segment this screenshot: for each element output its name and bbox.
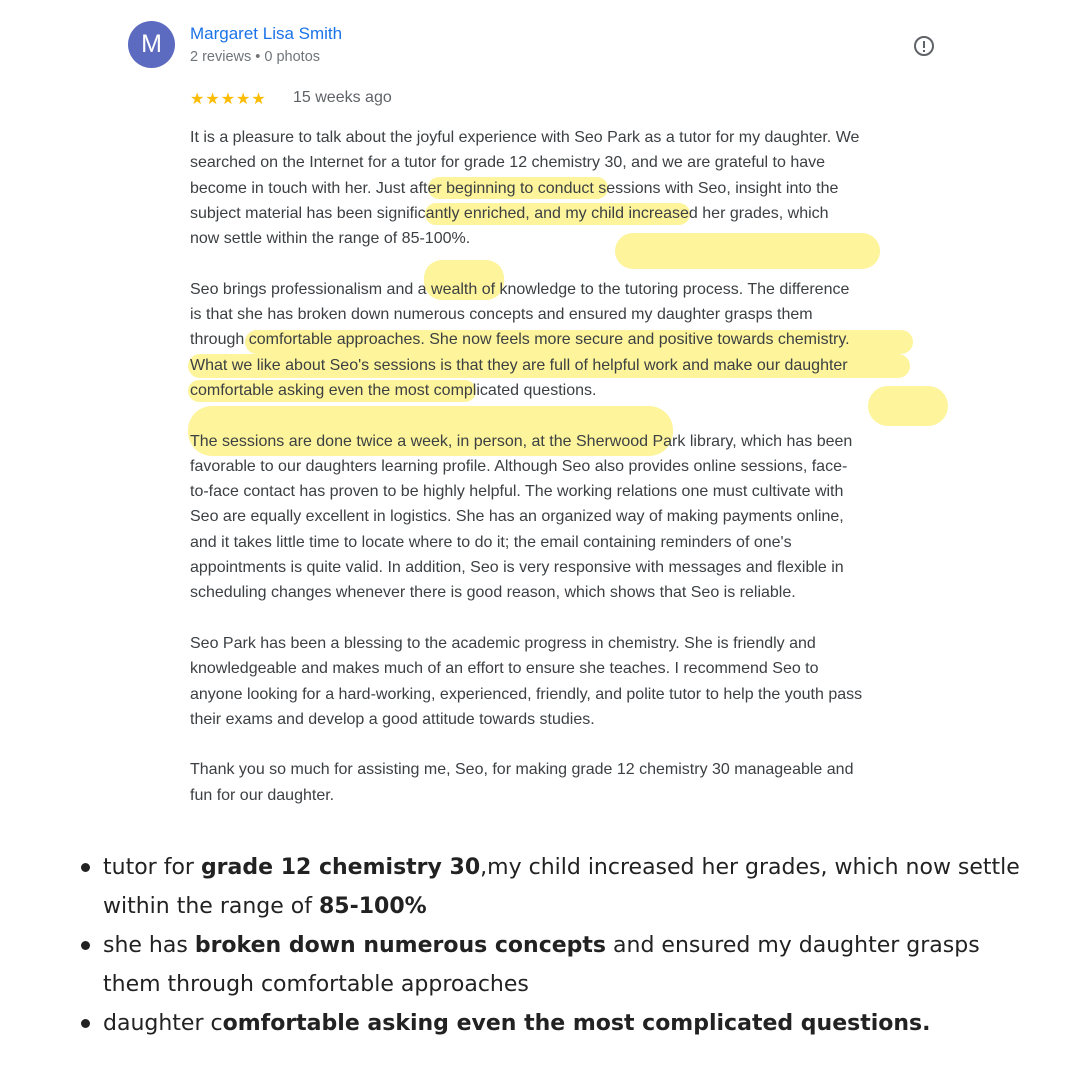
review-line: Thank you so much for assisting me, Seo, for making grade 12 chemistry 30 manageable and — [190, 761, 854, 779]
avatar[interactable]: M — [128, 21, 175, 68]
bullet-line — [103, 887, 1053, 926]
review-line: Seo brings professionalism and a wealth of knowledge to the tutoring process. The difference — [190, 280, 850, 298]
bullet-text: she has — [103, 933, 195, 958]
review-line: What we like about Seo's sessions is that they are full of helpful work and make our daughter — [190, 356, 848, 374]
review-line: comfortable asking even the most complicated questions. — [190, 381, 597, 399]
review-line: now settle within the range of 85-100%. — [190, 230, 471, 248]
bullet-dot-icon — [81, 863, 90, 872]
bullet-line — [103, 926, 1053, 965]
bullet-bold-text: grade 12 chemistry 30 — [200, 855, 481, 880]
bullet-bold-text: 85-100% — [318, 894, 427, 919]
review-line: is that she has broken down numerous concepts and ensured my daughter grasps them — [190, 306, 813, 324]
review-line: The sessions are done twice a week, in person, at the Sherwood Park library, which has been — [190, 432, 853, 450]
bullet-bold-text: omfortable asking even the most complicated questions. — [222, 1011, 931, 1036]
review-line: Seo Park has been a blessing to the academic progress in chemistry. She is friendly and — [190, 634, 816, 652]
review-line: subject material has been significantly enriched, and my child increased her grades, which — [190, 204, 829, 222]
bullet-bold-text: broken down numerous concepts — [194, 933, 607, 958]
review-paragraph-5 — [190, 757, 970, 808]
review-line: scheduling changes whenever there is good reason, which shows that Seo is reliable. — [190, 584, 796, 602]
bullet-text: daughter c — [103, 1011, 223, 1036]
reviewer-meta: 2 reviews • 0 photos — [190, 49, 321, 65]
review-line: their exams and develop a good attitude towards studies. — [190, 710, 595, 728]
bullet-dot-icon — [81, 941, 90, 950]
review-line: through comfortable approaches. She now feels more secure and positive towards chemistry. — [190, 331, 850, 349]
bullet-text: within the range of — [103, 894, 319, 919]
review-paragraph-4 — [190, 631, 970, 732]
star-rating-icon: ★★★★★ — [190, 91, 267, 108]
review-line: Seo are equally excellent in logistics. She has an organized way of making payments online, — [190, 508, 844, 526]
review-line: and it takes little time to locate where to do it; the email containing reminders of one's — [190, 533, 792, 551]
rating-row — [190, 89, 392, 109]
bullet-line: them through comfortable approaches — [103, 972, 529, 997]
bullet-line — [103, 1004, 1053, 1043]
review-paragraph-2 — [190, 277, 970, 403]
summary-bullet — [103, 848, 1053, 926]
summary-bullet-list — [103, 848, 1053, 1043]
summary-bullet — [103, 1004, 1053, 1043]
review-paragraph-1 — [190, 125, 970, 251]
review-paragraph-3 — [190, 429, 970, 606]
bullet-line — [103, 848, 1053, 887]
review-line: knowledgeable and makes much of an effort to ensure she teaches. I recommend Seo to — [190, 660, 819, 678]
bullet-text: ,my child increased her grades, which now settle — [480, 855, 1020, 880]
review-line: It is a pleasure to talk about the joyful experience with Seo Park as a tutor for my daughter. We — [190, 129, 860, 146]
bullet-text: and ensured my daughter grasps — [606, 933, 980, 958]
review-line: anyone looking for a hard-working, experienced, friendly, and polite tutor to help the youth pass — [190, 685, 863, 703]
review-line: fun for our daughter. — [190, 786, 335, 804]
review-line: searched on the Internet for a tutor for grade 12 chemistry 30, and we are grateful to have — [190, 154, 826, 172]
bullet-text: tutor for — [103, 855, 201, 880]
report-icon[interactable] — [914, 36, 934, 56]
review-line: to-face contact has proven to be highly helpful. The working relations one must cultivate with — [190, 483, 844, 501]
review-line: appointments is quite valid. In addition, Seo is very responsive with messages and flexible in — [190, 559, 844, 577]
review-line: favorable to our daughters learning profile. Although Seo also provides online sessions, face- — [190, 457, 848, 475]
bullet-dot-icon — [81, 1019, 90, 1028]
review-line: become in touch with her. Just after beginning to conduct sessions with Seo, insight into the — [190, 179, 839, 197]
review-date: 15 weeks ago — [293, 89, 392, 106]
summary-bullet — [103, 926, 1053, 1004]
reviewer-name-link[interactable]: Margaret Lisa Smith — [190, 24, 343, 43]
review-text — [190, 125, 970, 808]
